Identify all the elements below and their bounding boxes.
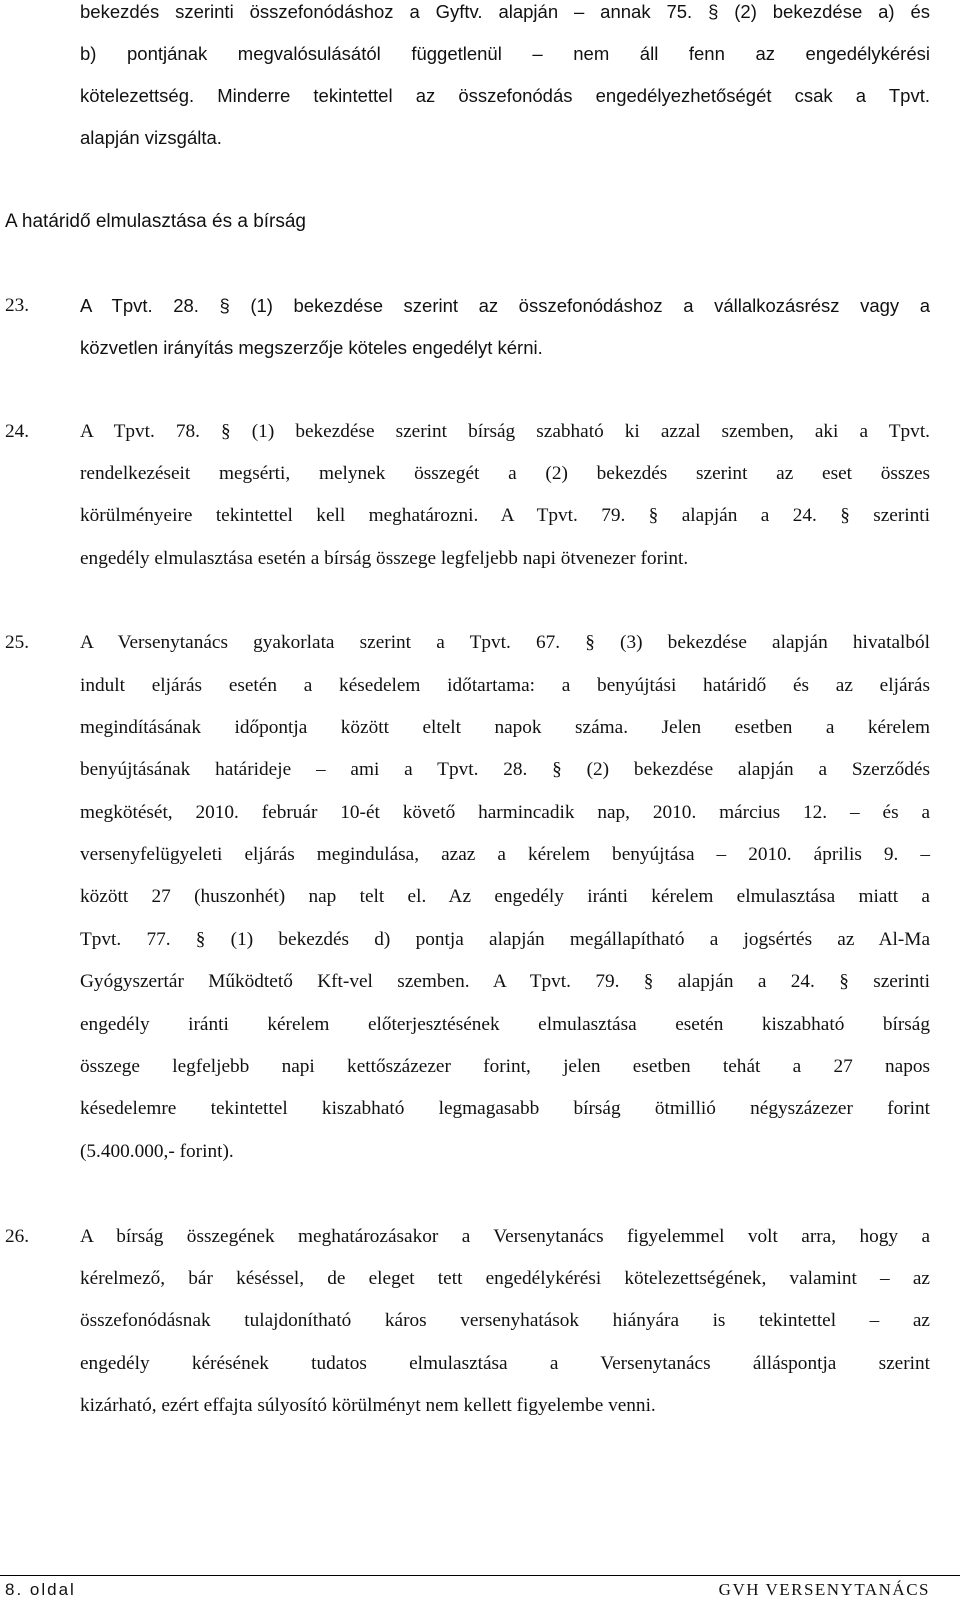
text-line: megkötését, 2010. február 10-ét követő harmincadik nap, 2010. március 12. – és a xyxy=(80,802,930,823)
text-line: késedelemre tekintettel kiszabható legmagasabb bírság ötmillió négyszázezer forint xyxy=(80,1098,930,1119)
text-line: összefonódásnak tulajdonítható káros versenyhatások hiányára is tekintettel – az xyxy=(80,1310,930,1331)
text-line: A bírság összegének meghatározásakor a Versenytanács figyelemmel volt arra, hogy a xyxy=(80,1226,930,1247)
paragraph-number: 23. xyxy=(5,295,30,316)
text-line: benyújtásának határideje – ami a Tpvt. 28. § (2) bekezdése alapján a Szerződés xyxy=(80,759,930,780)
text-line: kizárható, ezért effajta súlyosító körülményt nem kellett figyelembe venni. xyxy=(80,1395,656,1416)
text-line: közvetlen irányítás megszerzője köteles engedélyt kérni. xyxy=(80,337,543,358)
text-line: között 27 (huszonhét) nap telt el. Az engedély iránti kérelem elmulasztása miatt a xyxy=(80,886,930,907)
text-line: A Tpvt. 78. § (1) bekezdése szerint bírság szabható ki azzal szemben, aki a Tpvt. xyxy=(80,421,930,442)
text-line: b) pontjának megvalósulásától függetlenül – nem áll fenn az engedélykérési xyxy=(80,43,930,64)
paragraph-number: 24. xyxy=(5,421,30,442)
text-line: engedély elmulasztása esetén a bírság összege legfeljebb napi ötvenezer forint. xyxy=(80,548,689,569)
text-line: versenyfelügyeleti eljárás megindulása, azaz a kérelem benyújtása – 2010. április 9. – xyxy=(80,844,930,865)
text-line: A Versenytanács gyakorlata szerint a Tpvt. 67. § (3) bekezdése alapján hivatalból xyxy=(80,632,930,653)
text-line: alapján vizsgálta. xyxy=(80,127,222,148)
section-heading: A határidő elmulasztása és a bírság xyxy=(5,211,307,232)
text-line: (5.400.000,- forint). xyxy=(80,1141,234,1162)
paragraph-number: 25. xyxy=(5,632,30,653)
footer-divider xyxy=(0,1575,960,1576)
paragraph-number: 26. xyxy=(5,1226,30,1247)
page-number: 8. oldal xyxy=(5,1580,76,1599)
text-line: Gyógyszertár Működtető Kft-vel szemben. A Tpvt. 79. § alapján a 24. § szerinti xyxy=(80,971,930,992)
text-line: megindításának időpontja között eltelt napok száma. Jelen esetben a kérelem xyxy=(80,717,930,738)
text-line: összege legfeljebb napi kettőszázezer forint, jelen esetben tehát a 27 napos xyxy=(80,1056,930,1077)
text-line: indult eljárás esetén a késedelem időtartama: a benyújtási határidő és az eljárás xyxy=(80,675,930,696)
text-line: kötelezettség. Minderre tekintettel az összefonódás engedélyezhetőségét csak a Tpvt. xyxy=(80,85,930,106)
text-line: bekezdés szerinti összefonódáshoz a Gyftv. alapján – annak 75. § (2) bekezdése a) és xyxy=(80,1,930,22)
text-line: engedély kérésének tudatos elmulasztása a Versenytanács álláspontja szerint xyxy=(80,1353,930,1374)
text-line: körülményeire tekintettel kell meghatározni. A Tpvt. 79. § alapján a 24. § szerinti xyxy=(80,505,930,526)
text-line: engedély iránti kérelem előterjesztésének elmulasztása esetén kiszabható bírság xyxy=(80,1014,930,1035)
text-line: Tpvt. 77. § (1) bekezdés d) pontja alapján megállapítható a jogsértés az Al-Ma xyxy=(80,929,930,950)
text-line: kérelmező, bár késéssel, de eleget tett engedélykérési kötelezettségének, valamint – az xyxy=(80,1268,930,1289)
text-line: rendelkezéseit megsérti, melynek összegét a (2) bekezdés szerint az eset összes xyxy=(80,463,930,484)
footer-organization: GVH VERSENYTANÁCS xyxy=(718,1580,930,1599)
text-line: A Tpvt. 28. § (1) bekezdése szerint az összefonódáshoz a vállalkozásrész vagy a xyxy=(80,295,930,316)
